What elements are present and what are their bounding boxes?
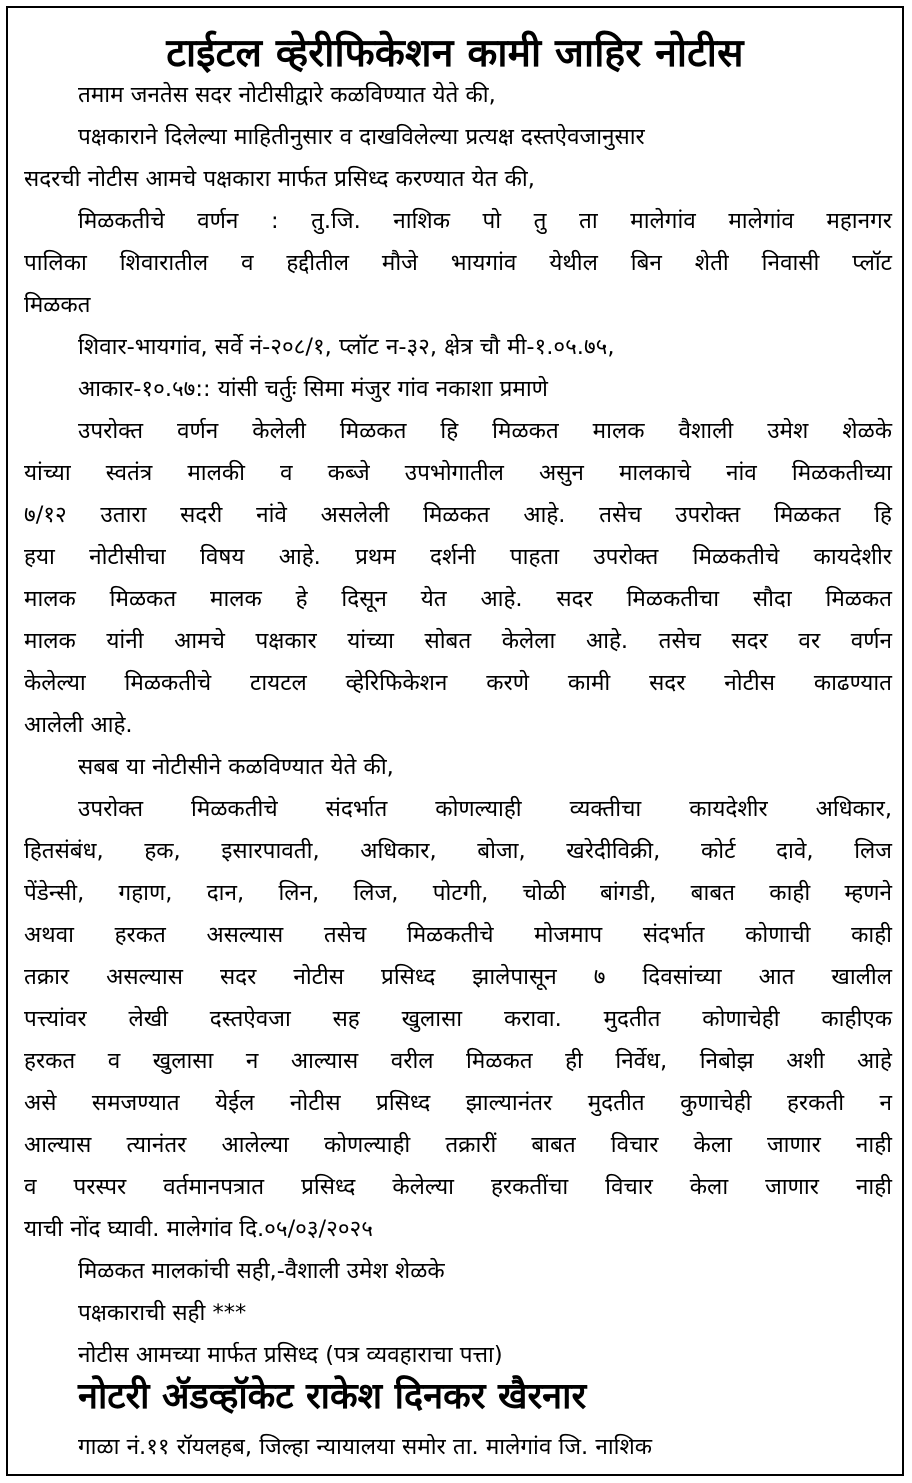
notice-line: मालक यांनी आमचे पक्षकार यांच्या सोबत केलेला आहे. तसेच सदर वर वर्णन [24,628,892,654]
notice-line: नोटीस आमच्या मार्फत प्रसिध्द (पत्र व्यवहाराचा पत्ता) [78,1342,503,1368]
notice-line: तक्रार असल्यास सदर नोटीस प्रसिध्द झालेपासून ७ दिवसांच्या आत खालील [24,964,892,990]
notice-line: यांच्या स्वतंत्र मालकी व कब्जे उपभोगातील असुन मालकाचे नांव मिळकतीच्या [24,460,892,486]
notice-title: टाईटल व्हेरीफिकेशन कामी जाहिर नोटीस [166,31,744,76]
notice-line: व परस्पर वर्तमानपत्रात प्रसिध्द केलेल्या हरकतींचा विचार केला जाणार नाही [24,1174,892,1200]
notice-line: पेंडेन्सी, गहाण, दान, लिन, लिज, पोटगी, चोळी बांगडी, बाबत काही म्हणने [24,880,892,906]
notice-line: सबब या नोटीसीने कळविण्यात येते की, [78,754,394,780]
notice-line: पालिका शिवारातील व हद्दीतील मौजे भायगांव येथील बिन शेती निवासी प्लॉट [24,250,892,276]
notice-line: केलेल्या मिळकतीचे टायटल व्हेरिफिकेशन करणे कामी सदर नोटीस काढण्यात [24,670,892,696]
notice-line: शिवार-भायगांव, सर्वे नं-२०८/१, प्लॉट न-३२, क्षेत्र चौ मी-१.०५.७५, [78,334,615,360]
notice-line: हया नोटीसीचा विषय आहे. प्रथम दर्शनी पाहता उपरोक्त मिळकतीचे कायदेशीर [24,544,892,570]
notice-line: ७/१२ उतारा सदरी नांवे असलेली मिळकत आहे. तसेच उपरोक्त मिळकत हि [24,502,892,528]
notice-line: आलेली आहे. [24,712,133,738]
notice-line: आल्यास त्यानंतर आलेल्या कोणल्याही तक्रारीं बाबत विचार केला जाणार नाही [24,1132,892,1158]
notice-box [6,6,904,1476]
advocate-address: गाळा नं.११ रॉयलहब, जिल्हा न्यायालया समोर ता. मालेगांव जि. नाशिक [78,1434,653,1460]
notice-line: पक्षकाराची सही *** [78,1300,247,1326]
notice-line: सदरची नोटीस आमचे पक्षकारा मार्फत प्रसिध्द करण्यात येत की, [24,166,535,192]
notice-line: मिळकत मालकांची सही,-वैशाली उमेश शेळके [78,1258,445,1284]
advocate-name: नोटरी ॲडव्हॉकेट राकेश दिनकर खैरनार [78,1376,587,1417]
notice-line: मिळकत [24,292,91,318]
notice-line: आकार-१०.५७:: यांसी चर्तुः सिमा मंजुर गांव नकाशा प्रमाणे [78,376,548,402]
notice-line: उपरोक्त वर्णन केलेली मिळकत हि मिळकत मालक वैशाली उमेश शेळके [78,418,892,444]
notice-line: तमाम जनतेस सदर नोटीसीद्वारे कळविण्यात येते की, [78,82,496,108]
notice-line: अथवा हरकत असल्यास तसेच मिळकतीचे मोजमाप संदर्भात कोणाची काही [24,922,892,948]
notice-line: पक्षकाराने दिलेल्या माहितीनुसार व दाखविलेल्या प्रत्यक्ष दस्तऐवजानुसार [78,124,645,150]
notice-line: असे समजण्यात येईल नोटीस प्रसिध्द झाल्यानंतर मुदतीत कुणाचेही हरकती न [24,1090,892,1116]
notice-line: मालक मिळकत मालक हे दिसून येत आहे. सदर मिळकतीचा सौदा मिळकत [24,586,892,612]
notice-line: हितसंबंध, हक, इसारपावती, अधिकार, बोजा, खरेदीविक्री, कोर्ट दावे, लिज [24,838,892,864]
notice-line: पत्त्यांवर लेखी दस्तऐवजा सह खुलासा करावा. मुदतीत कोणाचेही काहीएक [24,1006,892,1032]
notice-line: हरकत व खुलासा न आल्यास वरील मिळकत ही निर्वेध, निबोझ अशी आहे [24,1048,892,1074]
notice-line: उपरोक्त मिळकतीचे संदर्भात कोणल्याही व्यक्तीचा कायदेशीर अधिकार, [78,796,892,822]
notice-line: मिळकतीचे वर्णन : तु.जि. नाशिक पो तु ता मालेगांव मालेगांव महानगर [78,208,892,234]
notice-line: याची नोंद घ्यावी. मालेगांव दि.०५/०३/२०२५ [24,1216,373,1242]
